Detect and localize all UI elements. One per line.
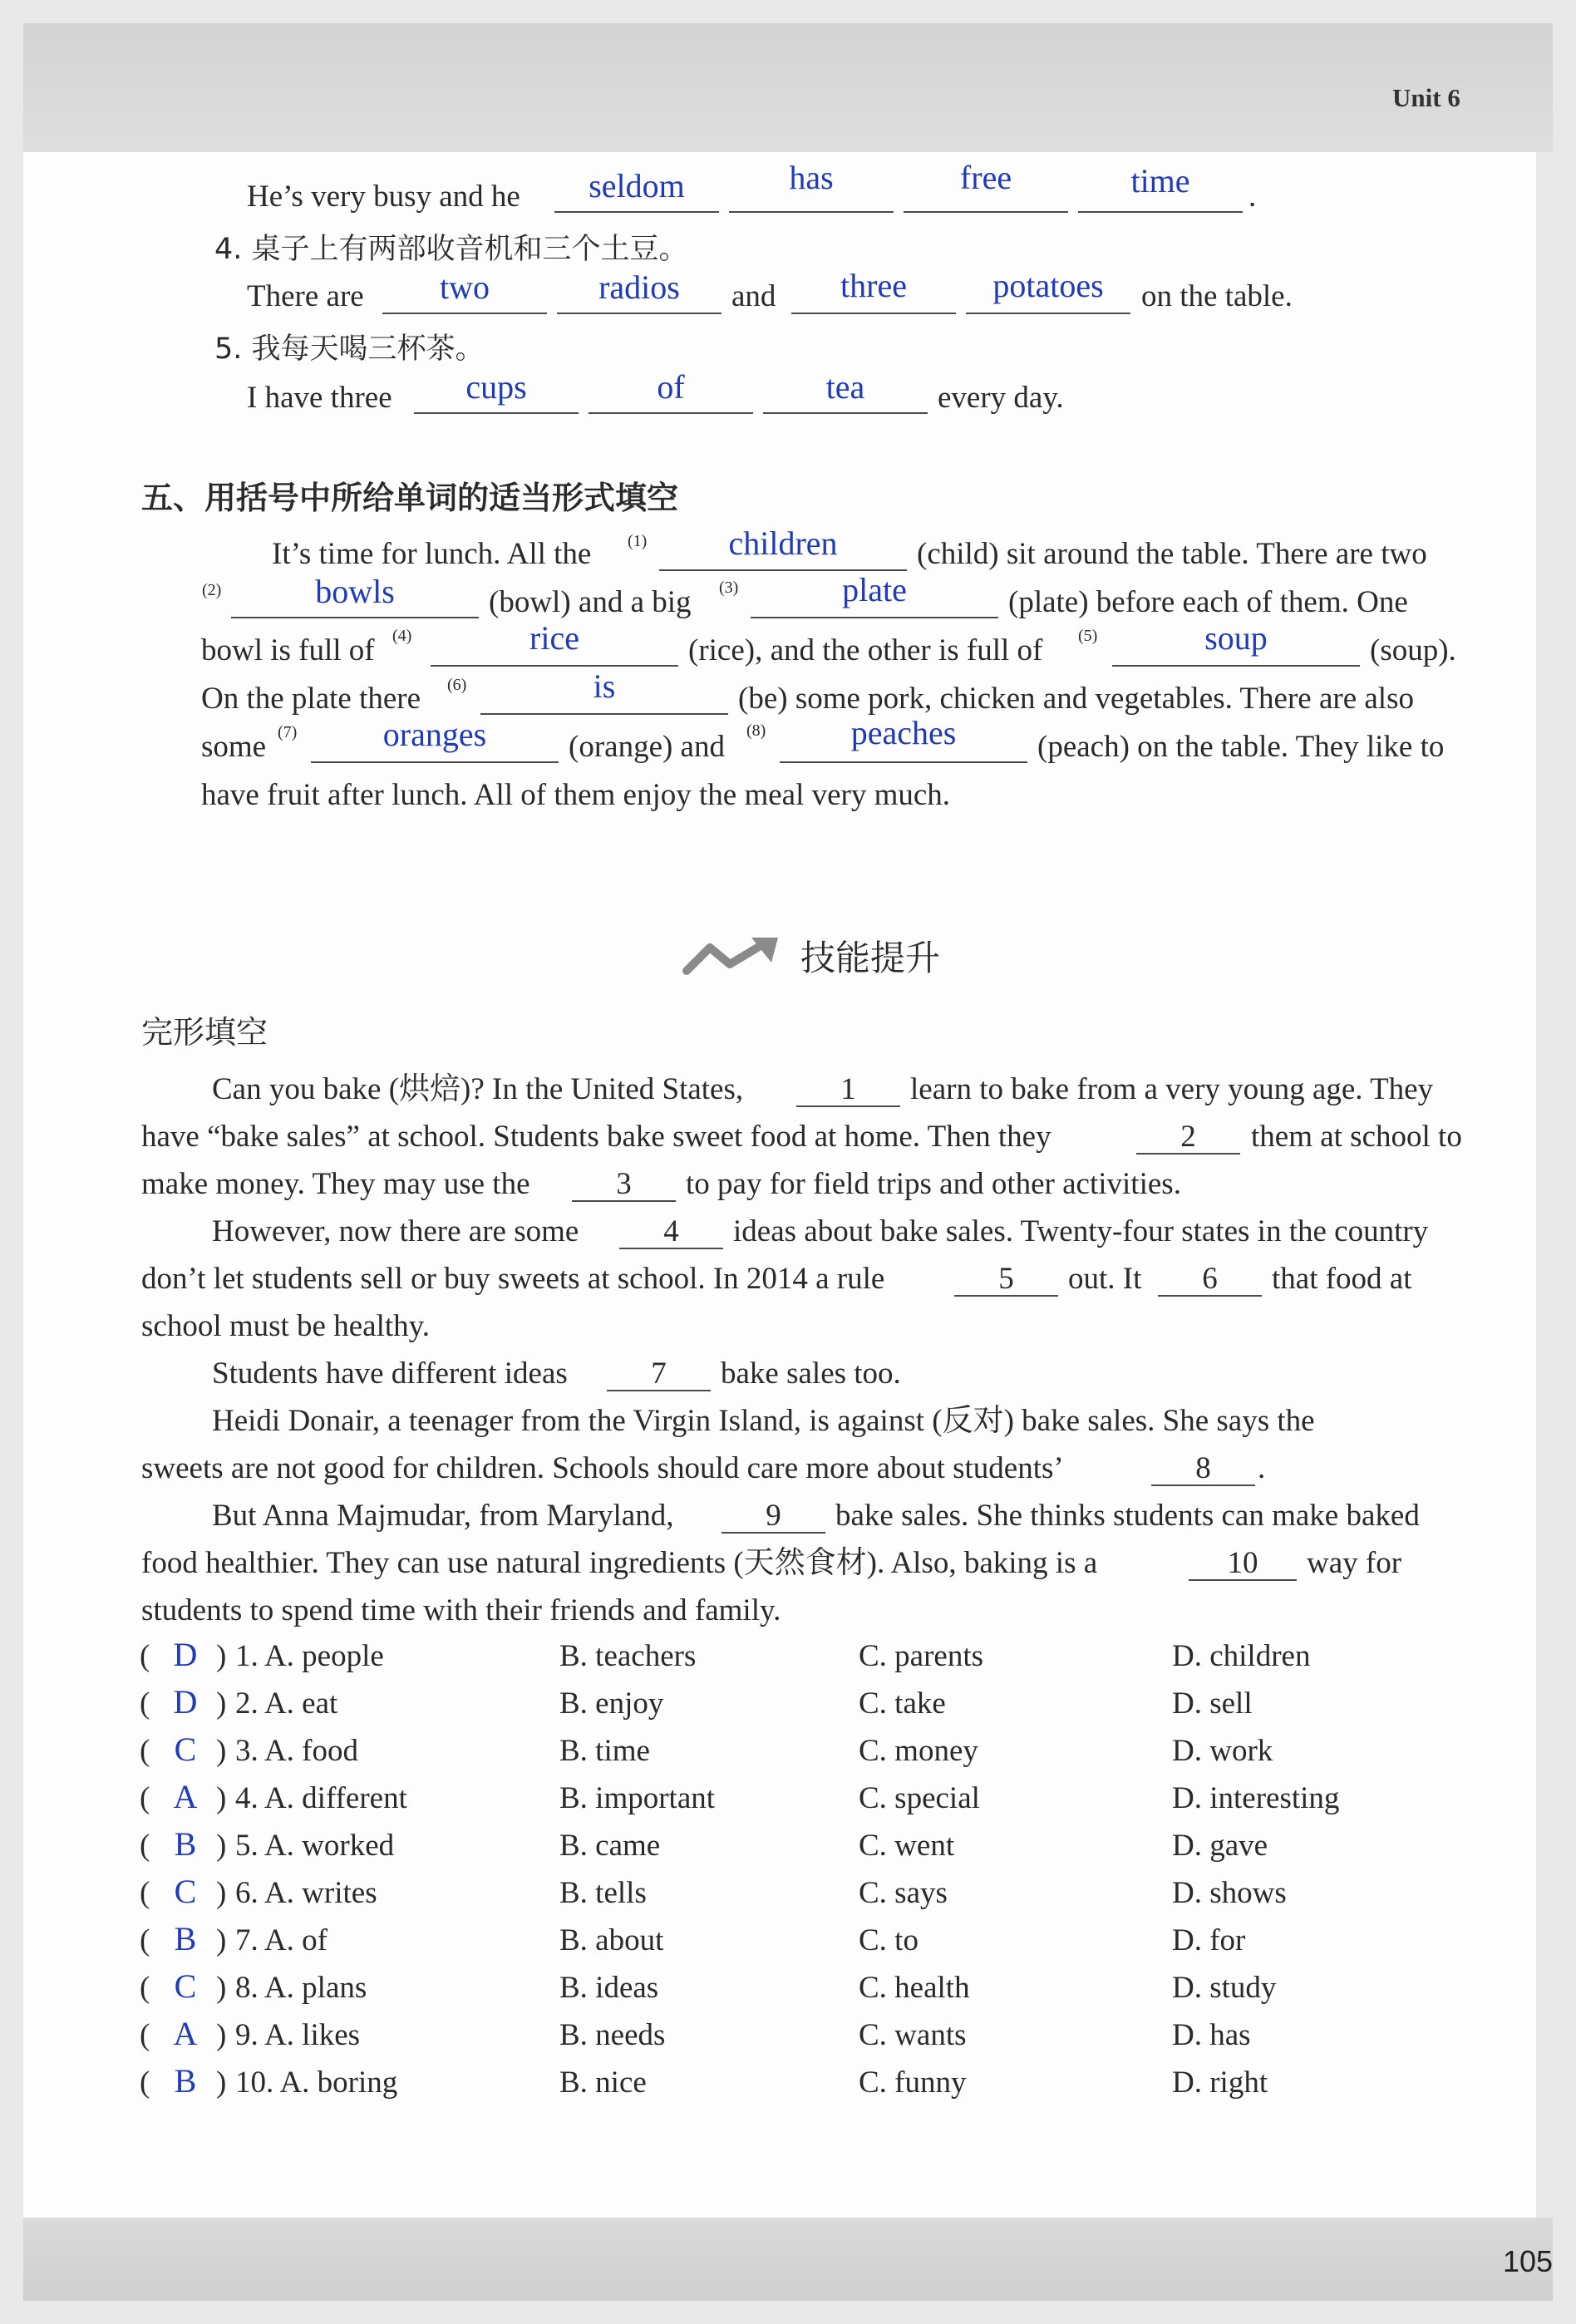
trend-arrow-icon [682, 938, 780, 977]
option-b[interactable]: B. enjoy [559, 1686, 664, 1721]
answer-paren-left: ( [140, 1734, 150, 1768]
cloze-line1-b: learn to bake from a very young age. They [910, 1072, 1434, 1106]
blank-number: (6) [447, 676, 467, 694]
option-c[interactable]: C. to [859, 1923, 919, 1957]
s5-suffix: every day. [938, 381, 1064, 415]
option-b[interactable]: B. time [559, 1734, 650, 1768]
s5-answer-2: of [657, 368, 685, 406]
cloze-blank-number: 4 [663, 1214, 679, 1248]
blank-number: (7) [278, 723, 298, 741]
s3-blank-3[interactable] [904, 211, 1068, 213]
option-c[interactable]: C. parents [859, 1639, 984, 1673]
answer-choice[interactable]: B [174, 2062, 197, 2100]
blank-number: (2) [202, 581, 222, 599]
option-b[interactable]: B. important [559, 1781, 716, 1815]
option-c[interactable]: C. money [859, 1734, 978, 1768]
cloze-line11-b: way for [1307, 1546, 1402, 1580]
option-c[interactable]: C. says [859, 1876, 948, 1910]
s5-fill-7: oranges [382, 716, 487, 753]
answer-paren-left: ( [140, 1781, 150, 1815]
answer-paren-right: ) [216, 2066, 227, 2100]
s5-prefix: I have three [247, 381, 392, 415]
answer-paren-right: ) [216, 1876, 227, 1910]
option-c[interactable]: C. funny [859, 2066, 967, 2100]
s3-answer-1: seldom [589, 167, 685, 204]
cloze-line5-c: that food at [1272, 1262, 1412, 1296]
option-c[interactable]: C. wants [859, 2018, 967, 2052]
cloze-line3-a: make money. They may use the [141, 1167, 530, 1201]
cloze-blank-number: 1 [840, 1072, 856, 1106]
s3-blank-2[interactable] [729, 211, 894, 213]
cloze-line5-a: don’t let students sell or buy sweets at school. In 2014 a rule [141, 1262, 885, 1296]
answer-paren-right: ) [216, 1971, 227, 2005]
s3-answer-3: free [959, 159, 1012, 196]
s3-suffix: . [1248, 180, 1257, 214]
page-number: 105 [1503, 2244, 1554, 2278]
s5-line5-c: (peach) on the table. They like to [1037, 730, 1445, 764]
answer-paren-left: ( [140, 1923, 150, 1957]
page-top-band [23, 23, 1553, 152]
answer-paren-right: ) [216, 1639, 227, 1673]
option-a[interactable]: 1. A. people [235, 1639, 384, 1673]
unit-label: Unit 6 [1392, 83, 1460, 112]
s5-fill-5: soup [1204, 619, 1268, 657]
option-d[interactable]: D. children [1172, 1639, 1311, 1673]
s5-fill-6: is [593, 667, 616, 705]
s4-answer-3: three [840, 267, 907, 304]
option-c[interactable]: C. take [859, 1686, 946, 1721]
option-d[interactable]: D. shows [1172, 1876, 1287, 1910]
cloze-line10-b: bake sales. She thinks students can make baked [835, 1499, 1420, 1533]
answer-paren-left: ( [140, 2066, 150, 2100]
s5-line5-b: (orange) and [569, 730, 725, 764]
cloze-line4-b: ideas about bake sales. Twenty-four states in the country [733, 1214, 1429, 1248]
skill-title: 技能提升 [800, 938, 941, 978]
option-d[interactable]: D. interesting [1172, 1781, 1340, 1815]
cloze-title: 完形填空 [141, 1014, 268, 1051]
cloze-blank-number: 3 [616, 1167, 632, 1201]
option-d[interactable]: D. work [1172, 1734, 1273, 1768]
s4-answer-1: two [440, 268, 490, 306]
s5-line1-a: It’s time for lunch. All the [272, 537, 592, 571]
cloze-line2-a: have “bake sales” at school. Students bake sweet food at home. Then they [141, 1120, 1051, 1154]
option-a[interactable]: 10. A. boring [235, 2066, 398, 2100]
s5-line2-a: (bowl) and a big [489, 585, 692, 619]
option-a[interactable]: 2. A. eat [235, 1686, 338, 1721]
s4-blank-2[interactable] [557, 313, 722, 314]
option-b[interactable]: B. teachers [559, 1639, 697, 1673]
answer-paren-right: ) [216, 2018, 227, 2052]
blank-number: (5) [1078, 627, 1098, 645]
answer-paren-right: ) [216, 1686, 227, 1721]
option-d[interactable]: D. for [1172, 1923, 1246, 1957]
answer-paren-left: ( [140, 1971, 150, 2005]
s5-blank-6[interactable] [480, 713, 728, 715]
s5-fill-1: children [728, 524, 838, 562]
s4-answer-4: potatoes [992, 267, 1104, 304]
option-d[interactable]: D. study [1172, 1971, 1277, 2005]
cloze-line7-b: bake sales too. [721, 1356, 901, 1391]
s5-blank-2[interactable] [589, 412, 753, 414]
s3-answer-4: time [1130, 162, 1190, 199]
cloze-line7-a: Students have different ideas [212, 1356, 568, 1391]
option-a[interactable]: 5. A. worked [235, 1829, 395, 1863]
option-d[interactable]: D. has [1172, 2018, 1251, 2052]
answer-choice[interactable]: B [174, 1920, 197, 1957]
cloze-blank-number: 8 [1195, 1451, 1211, 1485]
cloze-line11-a: food healthier. They can use natural ingredients (天然食材). Also, baking is a [141, 1546, 1098, 1580]
cloze-line9-b: . [1258, 1451, 1266, 1485]
answer-paren-right: ) [216, 1829, 227, 1863]
s5-line3-a: bowl is full of [201, 633, 375, 667]
s5-fill-2: bowls [315, 573, 395, 610]
cloze-line6: school must be healthy. [141, 1309, 430, 1343]
answer-choice[interactable]: C [174, 1873, 197, 1910]
cloze-line12: students to spend time with their friends and family. [141, 1593, 781, 1627]
blank-number: (4) [392, 627, 412, 645]
answer-paren-right: ) [216, 1734, 227, 1768]
option-c[interactable]: C. special [859, 1781, 980, 1815]
section5-title: 五、用括号中所给单词的适当形式填空 [141, 480, 679, 516]
s4-mid: and [731, 279, 776, 313]
s4-suffix: on the table. [1141, 279, 1293, 313]
blank-number: (8) [746, 721, 766, 740]
s5-blank-3[interactable] [751, 617, 998, 618]
s3-answer-2: has [789, 159, 834, 196]
cloze-line2-b: them at school to [1251, 1120, 1462, 1154]
cloze-line9-a: sweets are not good for children. Schools should care more about students’ [141, 1451, 1064, 1485]
answer-paren-left: ( [140, 1829, 150, 1863]
cloze-blank-number: 5 [998, 1262, 1014, 1296]
cloze-line4-a: However, now there are some [212, 1214, 579, 1248]
option-d[interactable]: D. right [1172, 2066, 1268, 2100]
s3-blank-1[interactable] [554, 211, 719, 213]
s5-blank-1[interactable] [414, 412, 579, 414]
answer-paren-right: ) [216, 1781, 227, 1815]
answer-paren-left: ( [140, 1876, 150, 1910]
blank-number: (1) [628, 532, 648, 550]
option-b[interactable]: B. needs [559, 2018, 666, 2052]
s5-line4-b: (be) some pork, chicken and vegetables. There are also [738, 682, 1414, 716]
cloze-line10-a: But Anna Majmudar, from Maryland, [212, 1499, 674, 1533]
s5-fill-8: peaches [850, 714, 957, 751]
cloze-blank-number: 10 [1227, 1546, 1258, 1580]
option-c[interactable]: C. health [859, 1971, 970, 2005]
blank-number: (3) [719, 579, 739, 597]
answer-choice[interactable]: A [173, 1778, 198, 1815]
s5-fill-3: plate [842, 571, 907, 608]
s4-answer-2: radios [598, 268, 680, 306]
cloze-line8: Heidi Donair, a teenager from the Virgin Island, is against (反对) bake sales. She says the [212, 1404, 1315, 1438]
cloze-line1-a: Can you bake (烘焙)? In the United States, [212, 1072, 744, 1106]
cloze-blank-number: 2 [1180, 1120, 1196, 1154]
s5-blank-4[interactable] [431, 665, 678, 667]
s4-prefix: There are [247, 279, 364, 313]
s4-blank-4[interactable] [966, 313, 1130, 314]
s5-line6: have fruit after lunch. All of them enjoy the meal very much. [201, 778, 951, 812]
answer-paren-right: ) [216, 1923, 227, 1957]
answer-paren-left: ( [140, 1686, 150, 1721]
s5-blank-3[interactable] [763, 412, 928, 414]
cloze-blank-number: 9 [766, 1499, 781, 1533]
option-a[interactable]: 6. A. writes [235, 1876, 377, 1910]
s5-line3-b: (rice), and the other is full of [688, 633, 1043, 667]
s5-answer-3: tea [825, 368, 865, 406]
s4-blank-1[interactable] [382, 313, 547, 314]
s5-blank-7[interactable] [311, 761, 559, 763]
answer-paren-left: ( [140, 1639, 150, 1673]
answer-choice[interactable]: D [173, 1636, 198, 1673]
s5-line3-c: (soup). [1370, 633, 1456, 667]
answer-choice[interactable]: C [174, 1731, 197, 1768]
s5-blank-5[interactable] [1112, 665, 1360, 667]
s5-line2-b: (plate) before each of them. One [1008, 585, 1408, 619]
cloze-line3-b: to pay for field trips and other activities. [686, 1167, 1181, 1201]
s5-blank-2[interactable] [231, 617, 479, 618]
s5-answer-1: cups [465, 368, 527, 406]
option-b[interactable]: B. came [559, 1829, 661, 1863]
option-a[interactable]: 4. A. different [235, 1781, 407, 1815]
option-b[interactable]: B. about [559, 1923, 664, 1957]
cloze-line5-b: out. It [1068, 1262, 1142, 1296]
option-b[interactable]: B. nice [559, 2066, 647, 2100]
option-a[interactable]: 9. A. likes [235, 2018, 361, 2052]
s3-blank-4[interactable] [1078, 211, 1243, 213]
option-a[interactable]: 3. A. food [235, 1734, 358, 1768]
page-bottom-band [23, 2218, 1553, 2301]
option-d[interactable]: D. gave [1172, 1829, 1268, 1863]
option-a[interactable]: 7. A. of [235, 1923, 328, 1957]
s4-chinese: 4. 桌子上有两部收音机和三个土豆。 [214, 233, 688, 266]
option-b[interactable]: B. ideas [559, 1971, 659, 2005]
s5-line4-a: On the plate there [201, 682, 421, 716]
s5-chinese: 5. 我每天喝三杯茶。 [214, 332, 485, 366]
s5-blank-8[interactable] [780, 761, 1027, 763]
s5-line1-b: (child) sit around the table. There are two [917, 537, 1427, 571]
answer-choice[interactable]: A [173, 2015, 198, 2052]
s3-prefix: He’s very busy and he [247, 180, 520, 214]
cloze-blank-number: 6 [1202, 1262, 1218, 1296]
s4-blank-3[interactable] [791, 313, 956, 314]
s5-line5-a: some [201, 730, 267, 764]
option-b[interactable]: B. tells [559, 1876, 647, 1910]
answer-paren-left: ( [140, 2018, 150, 2052]
answer-choice[interactable]: B [174, 1825, 197, 1863]
answer-choice[interactable]: C [174, 1967, 197, 2005]
option-a[interactable]: 8. A. plans [235, 1971, 367, 2005]
answer-choice[interactable]: D [173, 1683, 198, 1721]
cloze-blank-number: 7 [651, 1356, 667, 1391]
option-d[interactable]: D. sell [1172, 1686, 1253, 1721]
s5-fill-4: rice [529, 619, 579, 657]
option-c[interactable]: C. went [859, 1829, 955, 1863]
